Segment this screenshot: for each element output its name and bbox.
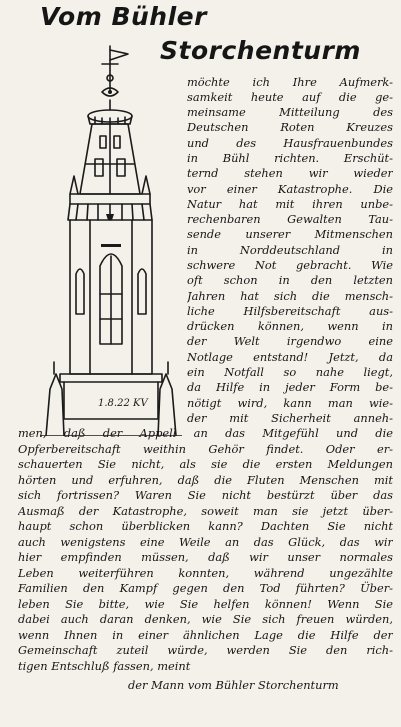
body-line: schauerten Sie nicht, als sie die ersten Meldungen [18, 457, 393, 471]
body-line: Deutschen Roten Kreuzes [187, 120, 393, 134]
body-line: in Bühl richten. Erschüt- [187, 151, 393, 165]
body-line: oft schon in den letzten [187, 273, 393, 287]
body-line: men, daß der Appell an das Mitgefühl und die [18, 426, 393, 440]
body-line: schwere Not gebracht. Wie [187, 258, 393, 272]
body-line: Leben weiterführen konnten, während ungezählte [18, 566, 393, 580]
body-line: Jahren hat sich die mensch- [187, 289, 393, 303]
body-line: Familien den Kampf gegen den Tod führten? Über- [18, 581, 393, 595]
headline-line-2: Storchenturm [160, 36, 361, 65]
body-line: hier empfinden müssen, daß wir unser normales [18, 550, 393, 564]
body-line: Gemeinschaft zuteil würde, werden Sie den rich- [18, 643, 393, 657]
body-line: leben Sie bitte, wie Sie helfen können! Wenn Sie [18, 597, 393, 611]
body-line: ein Notfall so nahe liegt, [187, 365, 393, 379]
body-line: meinsame Mitteilung des [187, 105, 393, 119]
body-line: Natur hat mit ihren unbe- [187, 197, 393, 211]
body-line: in Norddeutschland in [187, 243, 393, 257]
body-line: tigen Entschluß fassen, meint [18, 659, 191, 673]
body-line: sich fortrissen? Waren Sie nicht bestürzt über das [18, 488, 393, 502]
body-line: haupt schon überblicken kann? Dachten Sie nicht [18, 519, 393, 533]
body-line: hörten und erfuhren, daß die Fluten Menschen mit [18, 473, 393, 487]
body-line: liche Hilfsbereitschaft aus- [187, 304, 393, 318]
body-line: der mit Sicherheit anneh- [187, 411, 393, 425]
body-line: dabei auch daran denken, wie Sie sich freuen würden, [18, 612, 393, 626]
body-line: rechenbaren Gewalten Tau- [187, 212, 393, 226]
body-line: wenn Ihnen in einer ähnlichen Lage die Hilfe der [18, 628, 393, 642]
body-line: möchte ich Ihre Aufmerk- [187, 75, 393, 89]
body-line: sende unserer Mitmenschen [187, 227, 393, 241]
body-line: Opferbereitschaft weithin Gehör findet. Oder er- [18, 442, 393, 456]
body-line: da Hilfe in jeder Form be- [187, 380, 393, 394]
headline-line-1: Vom Bühler [40, 2, 207, 31]
body-line: drücken können, wenn in [187, 319, 393, 333]
body-line: und des Hausfrauenbundes [187, 136, 393, 150]
body-line: auch wenigstens eine Weile an das Glück, das wir [18, 535, 393, 549]
body-line: samkeit heute auf die ge- [187, 90, 393, 104]
storchenturm-tower-illustration [40, 44, 182, 436]
body-line: ternd stehen wir wieder [187, 166, 393, 180]
body-line: Notlage entstand! Jetzt, da [187, 350, 393, 364]
body-line: der Welt irgendwo eine [187, 334, 393, 348]
illustration-date-label: 1.8.22 KV [98, 398, 148, 409]
body-line: vor einer Katastrophe. Die [187, 182, 393, 196]
signature: der Mann vom Bühler Storchenturm [128, 678, 339, 692]
body-line: nötigt wird, kann man wie- [187, 396, 393, 410]
body-line: Ausmaß der Katastrophe, soweit man sie jetzt über- [18, 504, 393, 518]
